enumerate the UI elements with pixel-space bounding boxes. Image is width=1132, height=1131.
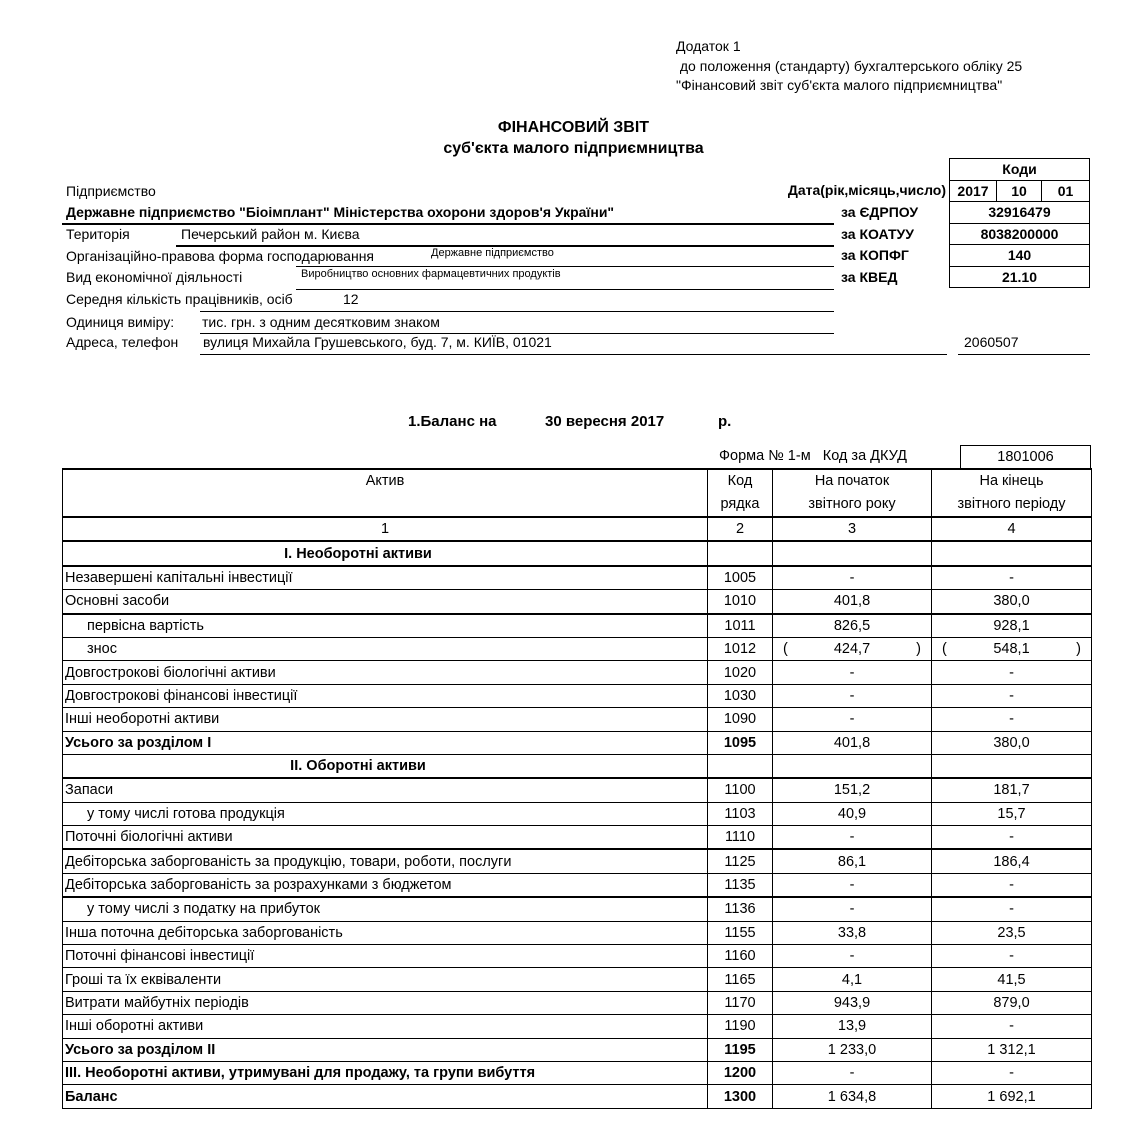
table-row [63, 873, 1092, 897]
kved-code: 21.10 [950, 266, 1090, 288]
row-code: 1095 [708, 731, 773, 754]
row-start-value: - [773, 873, 932, 897]
report-title: ФІНАНСОВИЙ ЗВІТ [497, 119, 650, 136]
table-row [63, 826, 1092, 850]
row-label: Інша поточна дебіторська заборгованість [63, 921, 708, 944]
row-code: 1200 [708, 1061, 773, 1084]
row-label: Довгострокові біологічні активи [63, 661, 708, 684]
empty-cell [773, 754, 932, 778]
paren-open: ( [783, 640, 788, 657]
row-start-value: 151,2 [773, 778, 932, 802]
table-row [63, 921, 1092, 944]
row-code: 1030 [708, 684, 773, 707]
date-label: Дата(рік,місяць,число) [787, 182, 946, 198]
table-row [63, 566, 1092, 590]
table-row [63, 684, 1092, 707]
date-year: 2017 [950, 180, 997, 202]
table-row [63, 708, 1092, 731]
kved-label: за КВЕД [841, 269, 898, 285]
col-header-start-line2: звітного року [808, 496, 896, 512]
activity-label: Вид економічної діяльності [66, 269, 243, 285]
enterprise-underline [62, 223, 834, 225]
table-row-section-3 [63, 1061, 1092, 1084]
row-end-value: - [932, 566, 1092, 590]
kopfg-code: 140 [950, 245, 1090, 267]
table-row-total [63, 1085, 1092, 1108]
row-code: 1300 [708, 1085, 773, 1108]
row-code: 1125 [708, 849, 773, 873]
activity-underline [296, 289, 834, 290]
employees-label: Середня кількість працівників, осіб [66, 291, 293, 307]
section-2-title: ІІ. Оборотні активи [63, 754, 708, 778]
col-header-start-line1: На початок [814, 473, 890, 489]
dkud-code: 1801006 [960, 445, 1091, 469]
balance-heading-prefix: 1.Баланс на [408, 413, 497, 430]
koatuu-code: 8038200000 [950, 223, 1090, 245]
table-row [63, 778, 1092, 802]
table-row [63, 1015, 1092, 1038]
row-start-value: - [773, 1061, 932, 1084]
row-code: 1136 [708, 897, 773, 921]
table-row [63, 897, 1092, 921]
row-start-value: 424,7 [833, 641, 871, 658]
col-header-end-line2: звітного періоду [957, 496, 1066, 512]
row-start-value: 401,8 [773, 731, 932, 754]
balance-heading-suffix: р. [718, 413, 732, 430]
row-end-value: - [932, 897, 1092, 921]
row-end-value: 23,5 [932, 921, 1092, 944]
col-number-4: 4 [932, 517, 1092, 541]
row-start-value: - [773, 897, 932, 921]
date-day: 01 [1042, 180, 1090, 202]
row-label: Баланс [63, 1085, 708, 1108]
phone-value: 2060507 [964, 334, 1019, 350]
row-label: ІІІ. Необоротні активи, утримувані для продажу, та групи вибуття [63, 1061, 708, 1084]
row-code: 1005 [708, 566, 773, 590]
row-code: 1110 [708, 826, 773, 850]
column-number-row [63, 517, 1092, 541]
row-end-value: 41,5 [932, 968, 1092, 991]
row-start-value: 33,8 [773, 921, 932, 944]
row-code: 1020 [708, 661, 773, 684]
empty-cell [708, 754, 773, 778]
row-label: Основні засоби [63, 590, 708, 614]
table-row [63, 802, 1092, 825]
date-month: 10 [997, 180, 1042, 202]
row-code: 1103 [708, 802, 773, 825]
col-header-start [773, 469, 932, 517]
row-code: 1165 [708, 968, 773, 991]
row-start-value: 4,1 [773, 968, 932, 991]
legal-form-label: Організаційно-правова форма господарювання [66, 248, 374, 264]
row-label: Дебіторська заборгованість за продукцію, товари, роботи, послуги [63, 849, 708, 873]
row-end-cell [932, 637, 1092, 660]
report-subtitle: суб'єкта малого підприємництва [443, 140, 704, 157]
row-code: 1190 [708, 1015, 773, 1038]
row-code: 1010 [708, 590, 773, 614]
row-label: Довгострокові фінансові інвестиції [63, 684, 708, 707]
row-label: Незавершені капітальні інвестиції [63, 566, 708, 590]
row-label: Витрати майбутніх періодів [63, 991, 708, 1014]
row-end-value: - [932, 661, 1092, 684]
enterprise-name: Державне підприємство "Біоімплант" Міністерства охорони здоров'я України" [66, 204, 615, 220]
col-number-2: 2 [708, 517, 773, 541]
row-label: у тому числі з податку на прибуток [63, 897, 708, 921]
row-end-value: - [932, 684, 1092, 707]
table-row-subtotal [63, 731, 1092, 754]
row-label: Поточні фінансові інвестиції [63, 945, 708, 968]
row-label: Поточні біологічні активи [63, 826, 708, 850]
table-row [63, 945, 1092, 968]
row-code: 1012 [708, 637, 773, 660]
territory-value: Печерський район м. Києва [181, 226, 360, 242]
codes-header: Коди [950, 159, 1090, 181]
row-end-value: 380,0 [932, 590, 1092, 614]
col-number-3: 3 [773, 517, 932, 541]
employees-value: 12 [343, 291, 359, 307]
row-start-value: - [773, 826, 932, 850]
activity-value: Виробництво основних фармацевтичних продуктів [301, 268, 561, 280]
row-code: 1135 [708, 873, 773, 897]
row-start-cell [773, 637, 932, 660]
row-code: 1011 [708, 614, 773, 638]
col-header-code [708, 469, 773, 517]
row-code: 1155 [708, 921, 773, 944]
row-end-value: - [932, 1061, 1092, 1084]
row-label: Дебіторська заборгованість за розрахунками з бюджетом [63, 873, 708, 897]
row-start-value: 1 634,8 [773, 1085, 932, 1108]
col-header-end [932, 469, 1092, 517]
address-underline [200, 354, 947, 355]
row-label: Усього за розділом І [63, 731, 708, 754]
addendum-line-3: "Фінансовий звіт суб'єкта малого підприємництва" [676, 77, 1003, 93]
col-header-asset: Актив [63, 469, 708, 517]
row-label: у тому числі готова продукція [63, 802, 708, 825]
row-start-value: - [773, 661, 932, 684]
row-code: 1170 [708, 991, 773, 1014]
employees-underline [200, 311, 834, 312]
row-code: 1195 [708, 1038, 773, 1061]
table-row [63, 991, 1092, 1014]
row-start-value: 13,9 [773, 1015, 932, 1038]
row-end-value: 181,7 [932, 778, 1092, 802]
col-header-code-line2: рядка [720, 496, 760, 512]
unit-value: тис. грн. з одним десятковим знаком [202, 314, 440, 330]
legal-form-underline [296, 266, 834, 267]
balance-heading-date: 30 вересня 2017 [545, 413, 665, 430]
row-end-value: - [932, 1015, 1092, 1038]
row-start-value: - [773, 945, 932, 968]
table-row [63, 849, 1092, 873]
row-code: 1100 [708, 778, 773, 802]
row-code: 1090 [708, 708, 773, 731]
row-end-value: 1 312,1 [932, 1038, 1092, 1061]
territory-label: Територія [66, 226, 130, 242]
row-start-value: - [773, 708, 932, 731]
row-code: 1160 [708, 945, 773, 968]
row-start-value: 401,8 [773, 590, 932, 614]
table-row [63, 637, 1092, 660]
koatuu-label: за КОАТУУ [841, 226, 914, 242]
form-label: Форма № 1-м Код за ДКУД [719, 448, 907, 464]
section-1-title: І. Необоротні активи [63, 541, 708, 565]
row-end-value: 186,4 [932, 849, 1092, 873]
edrpou-code: 32916479 [950, 202, 1090, 224]
row-label: Гроші та їх еквіваленти [63, 968, 708, 991]
codes-table [949, 158, 1090, 288]
row-label: Інші оборотні активи [63, 1015, 708, 1038]
table-row [63, 614, 1092, 638]
empty-cell [708, 541, 773, 565]
row-label: Усього за розділом ІІ [63, 1038, 708, 1061]
kopfg-label: за КОПФГ [841, 247, 909, 263]
row-start-value: - [773, 566, 932, 590]
row-start-value: - [773, 684, 932, 707]
col-number-1: 1 [63, 517, 708, 541]
row-start-value: 86,1 [773, 849, 932, 873]
row-end-value: 879,0 [932, 991, 1092, 1014]
balance-table [62, 468, 1092, 1109]
table-header-row [63, 469, 1092, 517]
paren-close: ) [1076, 640, 1081, 657]
addendum-note [676, 37, 1022, 96]
row-label: Запаси [63, 778, 708, 802]
paren-close: ) [916, 640, 921, 657]
row-end-value: 548,1 [993, 641, 1030, 658]
unit-label: Одиниця виміру: [66, 314, 175, 330]
row-end-value: - [932, 945, 1092, 968]
section-header-row [63, 754, 1092, 778]
edrpou-label: за ЄДРПОУ [841, 204, 919, 220]
row-start-value: 943,9 [773, 991, 932, 1014]
empty-cell [773, 541, 932, 565]
addendum-line-2: до положення (стандарту) бухгалтерського обліку 25 [676, 57, 1023, 74]
row-end-value: 1 692,1 [932, 1085, 1092, 1108]
address-label: Адреса, телефон [66, 334, 179, 350]
legal-form-value: Державне підприємство [431, 247, 554, 259]
section-header-row [63, 541, 1092, 565]
addendum-line-1: Додаток 1 [676, 38, 741, 54]
col-header-end-line1: На кінець [979, 473, 1044, 489]
row-start-value: 40,9 [773, 802, 932, 825]
table-row [63, 661, 1092, 684]
row-end-value: - [932, 708, 1092, 731]
address-value: вулиця Михайла Грушевського, буд. 7, м. КИЇВ, 01021 [203, 334, 552, 350]
row-label: знос [63, 637, 708, 660]
row-end-value: 15,7 [932, 802, 1092, 825]
row-start-value: 1 233,0 [773, 1038, 932, 1061]
col-header-code-line1: Код [727, 473, 753, 489]
row-end-value: - [932, 873, 1092, 897]
table-row-subtotal [63, 1038, 1092, 1061]
table-row [63, 968, 1092, 991]
row-end-value: - [932, 826, 1092, 850]
row-start-value: 826,5 [773, 614, 932, 638]
row-label: Інші необоротні активи [63, 708, 708, 731]
row-end-value: 928,1 [932, 614, 1092, 638]
row-end-value: 380,0 [932, 731, 1092, 754]
enterprise-label: Підприємство [66, 183, 156, 199]
empty-cell [932, 754, 1092, 778]
empty-cell [932, 541, 1092, 565]
phone-underline [958, 354, 1090, 355]
table-row [63, 590, 1092, 614]
paren-open: ( [942, 640, 947, 657]
row-label: первісна вартість [63, 614, 708, 638]
